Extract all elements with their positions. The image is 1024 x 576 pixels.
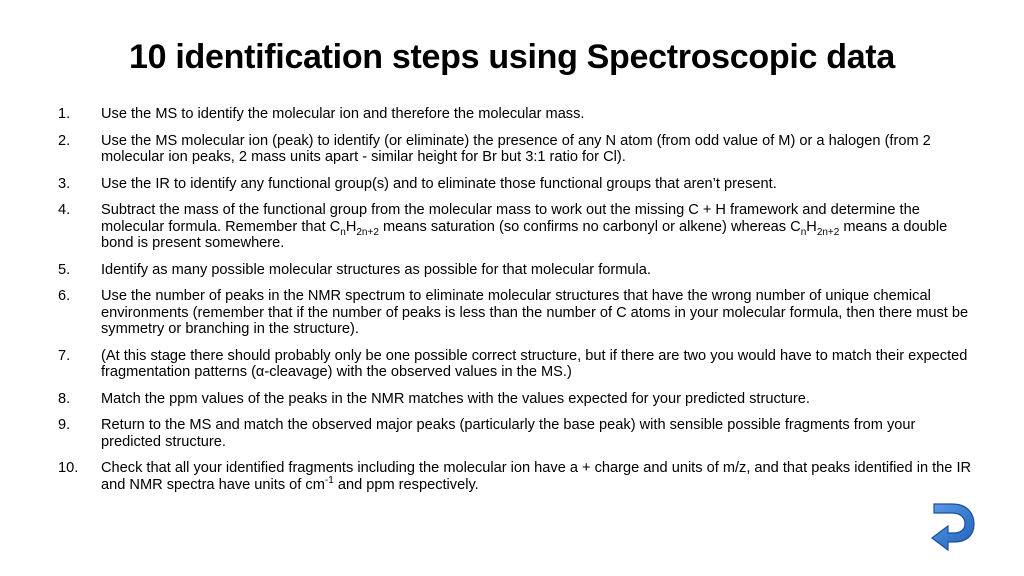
step-number: 1. bbox=[58, 106, 71, 122]
step-number: 3. bbox=[58, 175, 71, 192]
step-text: Return to the MS and match the observed major peaks (particularly the base peak) with sensible possible fragments from your predicted structure. bbox=[101, 417, 916, 450]
list-item bbox=[58, 202, 978, 252]
step-text: (At this stage there should probably only be one possible correct structure, but if there are two you would have to match their expected fragmentation patterns (α-cleavage) with the observed values in the MS.) bbox=[101, 347, 968, 380]
steps-list bbox=[58, 106, 978, 503]
step-number: 6. bbox=[58, 288, 71, 304]
list-item bbox=[58, 417, 978, 450]
list-item bbox=[58, 460, 978, 493]
list-item bbox=[58, 106, 978, 123]
step-text: Match the ppm values of the peaks in the NMR matches with the values expected for your predicted structure. bbox=[101, 390, 810, 407]
step-text: Use the MS to identify the molecular ion and therefore the molecular mass. bbox=[101, 106, 585, 122]
step-number: 9. bbox=[58, 417, 71, 433]
step-text: Subtract the mass of the functional group from the molecular mass to work out the missing C + H framework and determine the molecular formula. Remember that $C_nH_{2n+2}$ means saturation (so confirms no carbonyl or alkene) whereas $C_nH_{2n+2}$ means a double bond is present somewhere. bbox=[101, 202, 948, 251]
u-turn-arrow-icon bbox=[928, 496, 978, 556]
step-text: Identify as many possible molecular structures as possible for that molecular formula. bbox=[101, 261, 651, 278]
step-number: 7. bbox=[58, 347, 71, 364]
step-number: 5. bbox=[58, 261, 71, 278]
step-number: 4. bbox=[58, 202, 71, 218]
step-number: 2. bbox=[58, 132, 71, 149]
list-item bbox=[58, 288, 978, 338]
list-item bbox=[58, 262, 978, 279]
list-item bbox=[58, 391, 978, 408]
slide-title: 10 identification steps using Spectroscopic data bbox=[129, 38, 895, 76]
step-number: 8. bbox=[58, 390, 71, 407]
list-item bbox=[58, 348, 978, 381]
step-text: Use the MS molecular ion (peak) to identify (or eliminate) the presence of any N atom (from odd value of M) or a halogen (from 2 molecular ion peaks, 2 mass units apart - similar height for Br but 3:1 ratio for Cl). bbox=[101, 132, 931, 165]
return-button[interactable] bbox=[928, 496, 978, 556]
list-item bbox=[58, 176, 978, 193]
step-text: Use the number of peaks in the NMR spectrum to eliminate molecular structures that have the wrong number of unique chemical environments (remember that if the number of peaks is less than the number of C atoms in your molecular formula, then there must be symmetry or branching in the structure). bbox=[101, 288, 969, 337]
step-number: 10. bbox=[58, 460, 79, 476]
list-item bbox=[58, 133, 978, 166]
step-text: Check that all your identified fragments including the molecular ion have a + charge and units of m/z, and that peaks identified in the IR and NMR spectra have units of $cm^{-1}$ and ppm respectively. bbox=[101, 460, 972, 493]
step-text: Use the IR to identify any functional group(s) and to eliminate those functional groups that aren’t present. bbox=[101, 175, 777, 192]
